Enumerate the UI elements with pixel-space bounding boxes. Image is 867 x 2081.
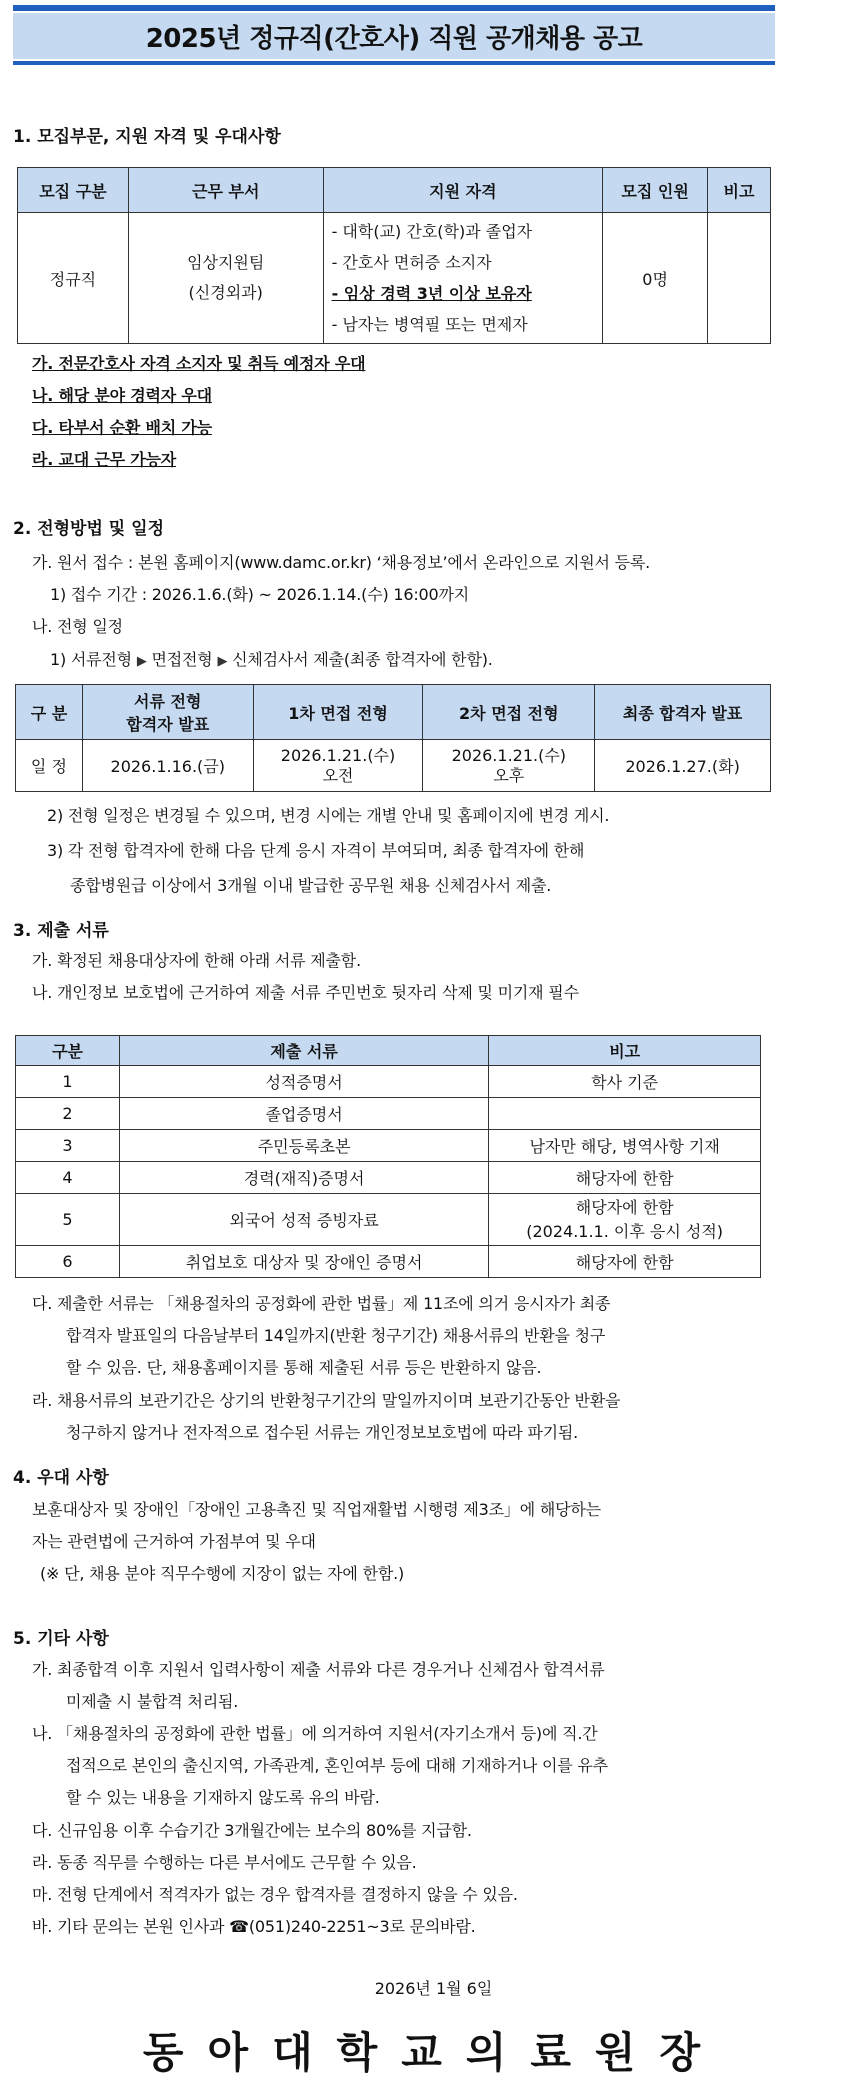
qual-line-2: - 간호사 면허증 소지자 [331, 253, 492, 272]
s3-item-c-l2: 합격자 발표일의 다음날부터 14일까지(반환 청구기간) 채용서류의 반환을 청구 [66, 1326, 606, 1345]
doc-name: 졸업증명서 [119, 1098, 488, 1130]
interview-2-time: 오후 [493, 765, 525, 785]
s4-line-1: 보훈대상자 및 장애인「장애인 고용촉진 및 직업재활법 시행령 제3조」에 해당하는 [32, 1500, 601, 1519]
cell-qualification [323, 213, 603, 344]
doc-no: 1 [16, 1066, 120, 1098]
title-top-rule [13, 5, 775, 11]
doc-no: 2 [16, 1098, 120, 1130]
title-bottom-rule [13, 61, 775, 65]
s3-item-c-l3: 할 수 있음. 단, 채용홈페이지를 통해 제출된 서류 등은 반환하지 않음. [66, 1358, 542, 1377]
th-doc-name: 제출 서류 [119, 1036, 488, 1066]
th-category: 모집 구분 [18, 168, 129, 213]
s5-item-b-l3: 할 수 있는 내용을 기재하지 않도록 유의 바람. [66, 1788, 380, 1807]
doc-name: 성적증명서 [119, 1066, 488, 1098]
th-doc-screen [82, 685, 253, 740]
arrow-icon: ▶ [136, 654, 147, 669]
cell-category: 정규직 [18, 213, 129, 344]
cell-interview-2-date [423, 740, 595, 792]
issuer-signature: 동아대학교의료원장 [142, 2028, 725, 2077]
s3-item-a: 가. 확정된 채용대상자에 한해 아래 서류 제출함. [32, 951, 361, 970]
table-row [16, 1130, 761, 1162]
doc-no: 4 [16, 1162, 120, 1194]
doc-note [489, 1194, 761, 1246]
schedule-table [15, 684, 771, 792]
s2-item-a1: 1) 접수 기간 : 2026.1.6.(화) ~ 2026.1.14.(수) 16:00까지 [50, 585, 469, 604]
pref-d: 라. 교대 근무 가능자 [32, 450, 177, 469]
th-interview-2: 2차 면접 전형 [423, 685, 595, 740]
documents-table [15, 1035, 761, 1278]
th-doc-screen-l2: 합격자 발표 [126, 715, 210, 734]
doc-note-line-1: 해당자에 한함 [575, 1197, 674, 1217]
s2-item-b3-l2: 종합병원급 이상에서 3개월 이내 발급한 공무원 채용 신체검사서 제출. [70, 876, 552, 895]
s3-item-b: 나. 개인정보 보호법에 근거하여 제출 서류 주민번호 뒷자리 삭제 및 미기재 필수 [32, 983, 579, 1002]
th-doc-screen-l1: 서류 전형 [134, 692, 202, 711]
doc-name: 취업보호 대상자 및 장애인 증명서 [119, 1246, 488, 1278]
cell-note [708, 213, 771, 344]
dept-line-1: 임상지원팀 [187, 253, 265, 272]
s5-item-b-l2: 접적으로 본인의 출신지역, 가족관계, 혼인여부 등에 대해 기재하거나 이를 유추 [66, 1756, 608, 1775]
s5-item-f: 바. 기타 문의는 본원 인사과 ☎(051)240-2251~3로 문의바람. [32, 1917, 476, 1936]
b1-step-3: 신체검사서 제출(최종 합격자에 한함). [232, 650, 493, 669]
pref-b: 나. 해당 분야 경력자 우대 [32, 386, 212, 405]
th-count: 모집 인원 [603, 168, 708, 213]
s3-item-d-l2: 청구하지 않거나 전자적으로 접수된 서류는 개인정보보호법에 따라 파기됨. [66, 1423, 579, 1442]
s3-item-c-l1: 다. 제출한 서류는 「채용절차의 공정화에 관한 법률」제 11조에 의거 응시자가 최종 [32, 1294, 611, 1313]
s5-item-d: 라. 동종 직무를 수행하는 다른 부서에도 근무할 수 있음. [32, 1853, 417, 1872]
cell-final-date: 2026.1.27.(화) [595, 740, 771, 792]
table-row [16, 1194, 761, 1246]
s4-line-2: 자는 관련법에 근거하여 가점부여 및 우대 [32, 1532, 316, 1551]
qual-line-1: - 대학(교) 간호(학)과 졸업자 [331, 222, 533, 241]
th-doc-note: 비고 [489, 1036, 761, 1066]
s4-line-3: (※ 단, 채용 분야 직무수행에 지장이 없는 자에 한함.) [40, 1564, 405, 1583]
table-row [16, 1162, 761, 1194]
doc-note: 학사 기준 [489, 1066, 761, 1098]
s2-item-b3-l1: 3) 각 전형 합격자에 한해 다음 단계 응시 자격이 부여되며, 최종 합격자에 한해 [47, 841, 585, 860]
th-final: 최종 합격자 발표 [595, 685, 771, 740]
s2-item-a: 가. 원서 접수 : 본원 홈페이지(www.damc.or.kr) ‘채용정보’에서 온라인으로 지원서 등록. [32, 553, 651, 572]
th-interview-1: 1차 면접 전형 [253, 685, 423, 740]
doc-no: 3 [16, 1130, 120, 1162]
s5-item-e: 마. 전형 단계에서 적격자가 없는 경우 합격자를 결정하지 않을 수 있음. [32, 1885, 518, 1904]
cell-interview-1-date [253, 740, 423, 792]
table-row [16, 1246, 761, 1278]
notice-date: 2026년 1월 6일 [374, 1979, 493, 1998]
page-title: 2025년 정규직(간호사) 직원 공개채용 공고 [13, 13, 775, 59]
th-qualification: 지원 자격 [323, 168, 603, 213]
section-1-heading: 1. 모집부문, 지원 자격 및 우대사항 [13, 127, 281, 147]
doc-note-line-2: (2024.1.1. 이후 응시 성적) [526, 1221, 724, 1241]
table-row [16, 1066, 761, 1098]
qual-line-4: - 남자는 병역필 또는 면제자 [331, 315, 528, 334]
cell-count: 0명 [603, 213, 708, 344]
s5-item-a-l2: 미제출 시 불합격 처리됨. [66, 1692, 239, 1711]
th-dept: 근무 부서 [128, 168, 323, 213]
interview-1-time: 오전 [322, 765, 354, 785]
doc-no: 6 [16, 1246, 120, 1278]
section-4-heading: 4. 우대 사항 [13, 1468, 109, 1488]
doc-note: 남자만 해당, 병역사항 기재 [489, 1130, 761, 1162]
doc-note: 해당자에 한함 [489, 1246, 761, 1278]
cell-dept [128, 213, 323, 344]
doc-note [489, 1098, 761, 1130]
th-note: 비고 [708, 168, 771, 213]
s2-item-b2: 2) 전형 일정은 변경될 수 있으며, 변경 시에는 개별 안내 및 홈페이지에 변경 게시. [47, 806, 610, 825]
section-5-heading: 5. 기타 사항 [13, 1629, 109, 1649]
s2-item-b1 [50, 647, 493, 670]
th-schedule-label: 구 분 [16, 685, 83, 740]
s5-item-a-l1: 가. 최종합격 이후 지원서 입력사항이 제출 서류와 다른 경우거나 신체검사 합격서류 [32, 1660, 605, 1679]
doc-name: 주민등록초본 [119, 1130, 488, 1162]
recruit-table [17, 167, 771, 344]
section-3-heading: 3. 제출 서류 [13, 921, 109, 941]
th-doc-no: 구분 [16, 1036, 120, 1066]
pref-a: 가. 전문간호사 자격 소지자 및 취득 예정자 우대 [32, 354, 366, 373]
s3-item-d-l1: 라. 채용서류의 보관기간은 상기의 반환청구기간의 말일까지이며 보관기간동안 반환을 [32, 1391, 621, 1410]
section-2-heading: 2. 전형방법 및 일정 [13, 519, 164, 539]
interview-2-date: 2026.1.21.(수) [451, 745, 567, 765]
interview-1-date: 2026.1.21.(수) [280, 745, 396, 765]
cell-schedule-label: 일 정 [16, 740, 83, 792]
dept-line-2: (신경외과) [188, 283, 263, 302]
doc-name: 외국어 성적 증빙자료 [119, 1194, 488, 1246]
doc-name: 경력(재직)증명서 [119, 1162, 488, 1194]
title-banner [13, 5, 775, 65]
doc-note: 해당자에 한함 [489, 1162, 761, 1194]
pref-c: 다. 타부서 순환 배치 가능 [32, 418, 212, 437]
doc-no: 5 [16, 1194, 120, 1246]
b1-step-1: 1) 서류전형 [50, 650, 132, 669]
s2-item-b: 나. 전형 일정 [32, 617, 123, 636]
table-row [16, 1098, 761, 1130]
arrow-icon: ▶ [217, 654, 228, 669]
s5-item-c: 다. 신규임용 이후 수습기간 3개월간에는 보수의 80%를 지급함. [32, 1821, 472, 1840]
qual-line-3: - 임상 경력 3년 이상 보유자 [331, 284, 532, 303]
b1-step-2: 면접전형 [151, 650, 213, 669]
cell-doc-screen-date: 2026.1.16.(금) [82, 740, 253, 792]
s5-item-b-l1: 나. 「채용절차의 공정화에 관한 법률」에 의거하여 지원서(자기소개서 등)에 직.간 [32, 1724, 598, 1743]
